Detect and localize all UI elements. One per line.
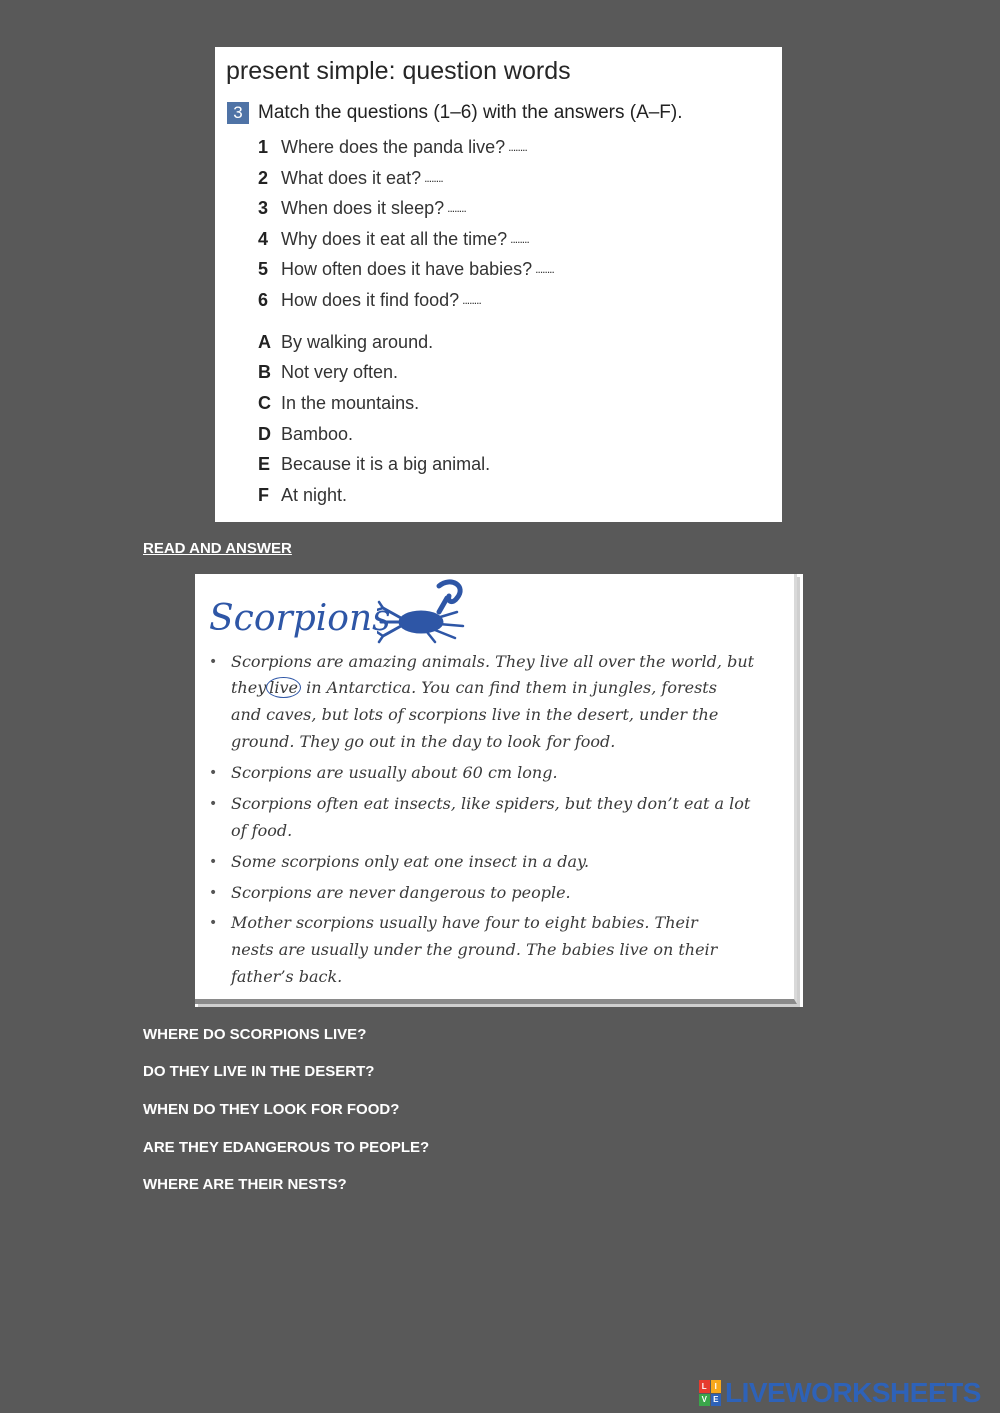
section-heading: READ AND ANSWER [143, 540, 292, 557]
answer-letter: D [258, 423, 271, 444]
reading-line: Scorpions often eat insects, like spiders, but they don’t eat a lot [231, 794, 751, 813]
question-item [258, 196, 466, 220]
reading-text: in Antarctica. You can find them in jungles, forests [301, 678, 717, 697]
comprehension-question: WHERE DO SCORPIONS LIVE? [143, 1026, 367, 1043]
circled-word: live [266, 677, 301, 698]
answer-item [258, 360, 398, 384]
exercise-title: present simple: question words [226, 57, 571, 85]
badge-letter: E [711, 1394, 722, 1407]
bullet-icon: • [209, 885, 218, 901]
badge-letter: I [711, 1380, 722, 1393]
answer-item [258, 391, 419, 415]
question-text: How does it find food? [281, 289, 460, 310]
reading-line: of food. [231, 821, 293, 840]
question-item [258, 227, 529, 251]
answer-blank[interactable]: ........ [508, 140, 527, 154]
reading-line: Scorpions are amazing animals. They live all over the world, but [231, 652, 755, 671]
answer-letter: E [258, 453, 271, 474]
question-item [258, 257, 554, 281]
exercise-number-badge: 3 [227, 102, 249, 124]
reading-line: Scorpions are never dangerous to people. [231, 883, 571, 902]
bullet-icon: • [209, 796, 218, 812]
answer-text: In the mountains. [281, 392, 420, 413]
scorpion-icon [377, 578, 469, 644]
answer-letter: F [258, 484, 269, 505]
exercise-card [215, 47, 782, 522]
comprehension-question: WHERE ARE THEIR NESTS? [143, 1176, 347, 1193]
question-text: What does it eat? [281, 167, 422, 188]
reading-line: Some scorpions only eat one insect in a day. [231, 852, 590, 871]
comprehension-question: ARE THEY EDANGEROUS TO PEOPLE? [143, 1139, 430, 1156]
badge-letter: L [699, 1380, 710, 1393]
answer-letter: A [258, 331, 271, 352]
question-number: 3 [258, 197, 269, 218]
answer-item [258, 483, 347, 507]
answer-letter: C [258, 392, 271, 413]
answer-item [258, 422, 353, 446]
reading-line: Mother scorpions usually have four to eight babies. Their [231, 913, 698, 932]
answer-item [258, 330, 433, 354]
reading-line: father’s back. [231, 967, 343, 986]
question-number: 2 [258, 167, 269, 188]
question-text: How often does it have babies? [281, 258, 533, 279]
question-number: 4 [258, 228, 269, 249]
answer-letter: B [258, 361, 271, 382]
instruction-text: Match the questions (1–6) with the answers (A–F). [258, 102, 683, 123]
question-item [258, 166, 443, 190]
answer-blank[interactable]: ........ [447, 201, 466, 215]
liveworksheets-logo [699, 1378, 981, 1408]
reading-word: they [231, 678, 267, 697]
logo-badge-icon [699, 1380, 721, 1406]
exercise-instruction [227, 101, 683, 125]
answer-blank[interactable]: ........ [510, 232, 529, 246]
answer-item [258, 452, 490, 476]
reading-line: Scorpions are usually about 60 cm long. [231, 763, 558, 782]
question-item [258, 135, 527, 159]
bullet-icon: • [209, 915, 218, 931]
question-number: 5 [258, 258, 269, 279]
reading-card [195, 574, 803, 1007]
bullet-icon: • [209, 854, 218, 870]
bullet-icon: • [209, 765, 218, 781]
question-text: Why does it eat all the time? [281, 228, 508, 249]
reading-line: and caves, but lots of scorpions live in the desert, under the [231, 705, 719, 724]
comprehension-question: DO THEY LIVE IN THE DESERT? [143, 1063, 375, 1080]
comprehension-question: WHEN DO THEY LOOK FOR FOOD? [143, 1101, 400, 1118]
answer-text: By walking around. [281, 331, 434, 352]
reading-card-panel [195, 574, 797, 1004]
answer-text: At night. [281, 484, 348, 505]
bullet-icon: • [209, 654, 218, 670]
badge-letter: V [699, 1394, 710, 1407]
question-number: 6 [258, 289, 269, 310]
answer-blank[interactable]: ........ [462, 293, 481, 307]
answer-blank[interactable]: ........ [424, 171, 443, 185]
reading-title: Scorpions [209, 598, 391, 639]
answer-blank[interactable]: ........ [535, 262, 554, 276]
reading-line: nests are usually under the ground. The babies live on their [231, 940, 718, 959]
answer-text: Not very often. [281, 361, 399, 382]
question-text: When does it sleep? [281, 197, 445, 218]
question-number: 1 [258, 136, 269, 157]
answer-text: Bamboo. [281, 423, 354, 444]
logo-text: LIVEWORKSHEETS [725, 1377, 981, 1408]
reading-line: ground. They go out in the day to look for food. [231, 732, 616, 751]
reading-line-with-circle [231, 678, 717, 697]
question-text: Where does the panda live? [281, 136, 506, 157]
answer-text: Because it is a big animal. [281, 453, 491, 474]
question-item [258, 288, 481, 312]
